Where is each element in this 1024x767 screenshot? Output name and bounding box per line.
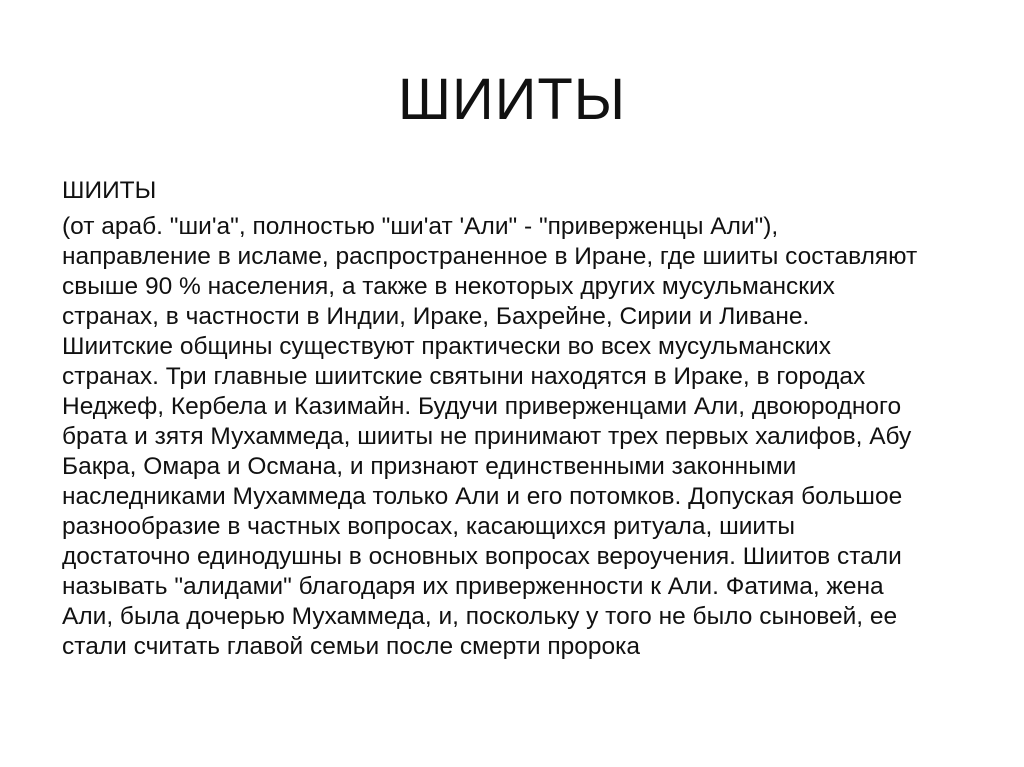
body-line: странах, в частности в Индии, Ираке, Бахрейне, Сирии и Ливане. [62, 303, 810, 330]
body-line: брата и зятя Мухаммеда, шииты не принимают трех первых халифов, Абу [62, 423, 912, 450]
body-line: стали считать главой семьи после смерти пророка [62, 633, 641, 660]
body-line: направление в исламе, распространенное в Иране, где шииты составляют [62, 243, 918, 270]
body-line: называть "алидами" благодаря их приверженности к Али. Фатима, жена [62, 573, 884, 600]
body-line: странах. Три главные шиитские святыни находятся в Ираке, в городах [62, 363, 866, 390]
body-line: Неджеф, Кербела и Казимайн. Будучи приверженцами Али, двоюродного [62, 393, 902, 420]
body-line: (от араб. "ши'а", полностью "ши'ат 'Али" - "приверженцы Али"), [62, 213, 779, 240]
slide-title: ШИИТЫ [397, 67, 627, 132]
body-line: достаточно единодушны в основных вопросах вероучения. Шиитов стали [62, 543, 902, 570]
content-body [62, 212, 982, 662]
content-subheading: ШИИТЫ [62, 177, 157, 204]
slide-content [62, 176, 982, 662]
body-line: разнообразие в частных вопросах, касающихся ритуала, шииты [62, 513, 795, 540]
body-line: Али, была дочерью Мухаммеда, и, поскольку у того не было сыновей, ее [62, 603, 898, 630]
body-line: Бакра, Омара и Османа, и признают единственными законными [62, 453, 797, 480]
body-line: Шиитские общины существуют практически во всех мусульманских [62, 333, 831, 360]
body-line: наследниками Мухаммеда только Али и его потомков. Допуская большое [62, 483, 903, 510]
body-line: свыше 90 % населения, а также в некоторых других мусульманских [62, 273, 835, 300]
